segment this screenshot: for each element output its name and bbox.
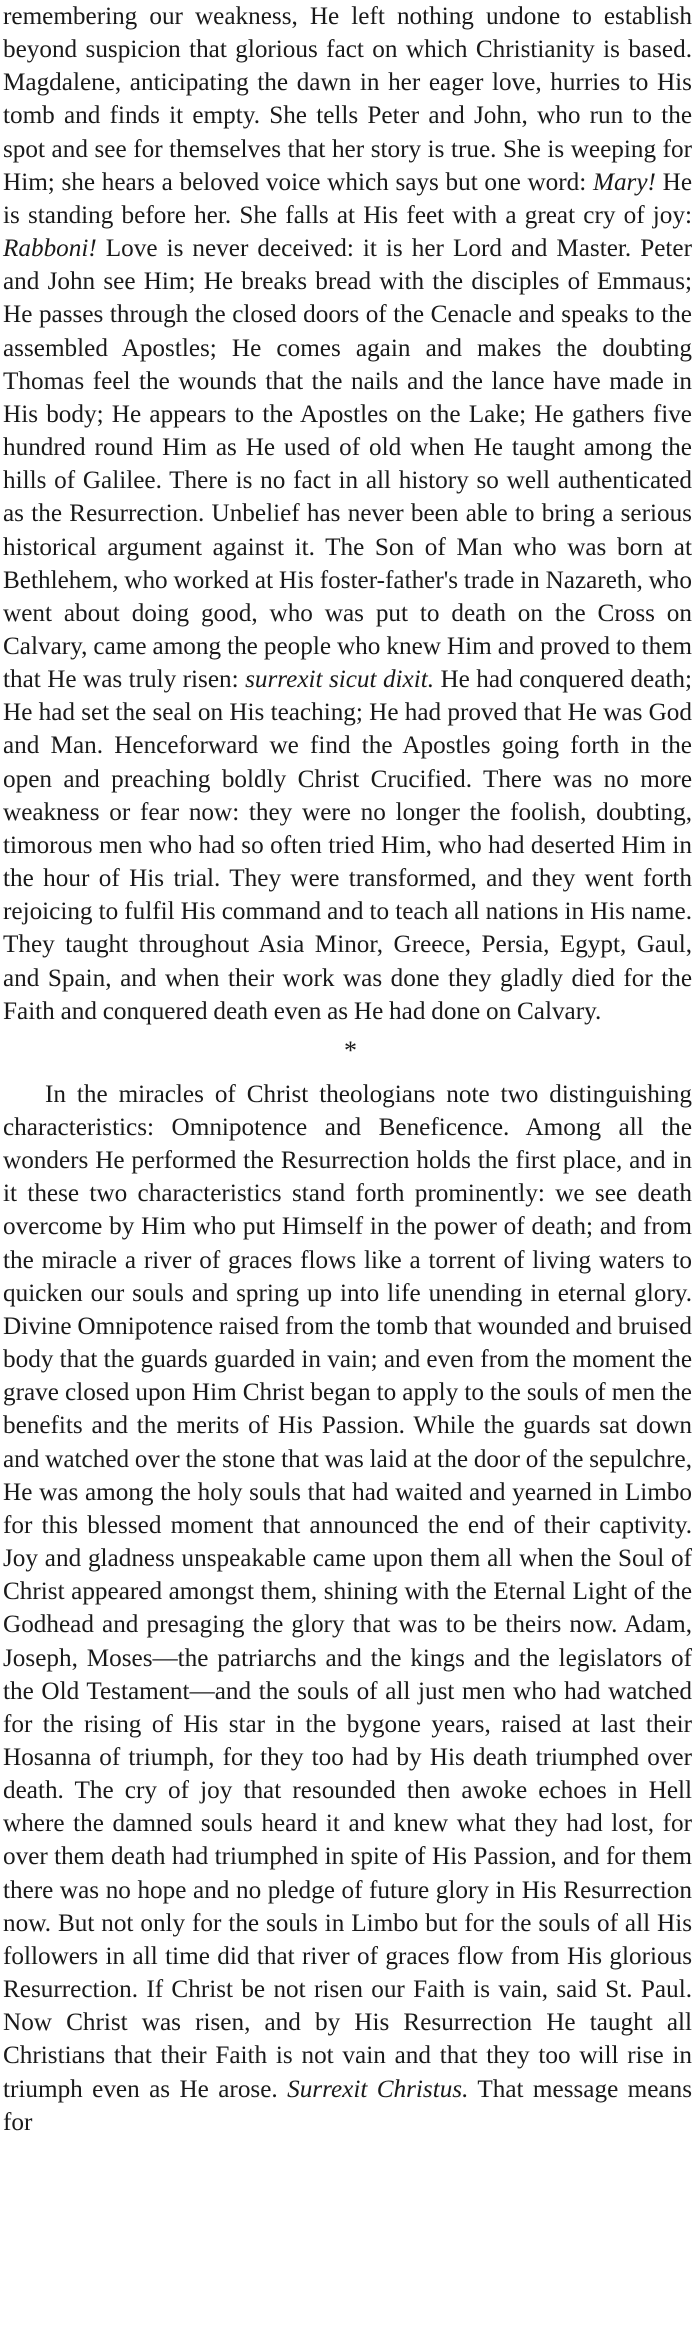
para2-italic-phrase: Surrexit Christus. bbox=[287, 2075, 469, 2103]
para1-text-run: He is standing before her. She falls at His feet with a great cry of joy: bbox=[3, 168, 692, 229]
section-separator: * bbox=[344, 1035, 357, 1065]
para1-italic-phrase: Rabboni! bbox=[3, 235, 97, 263]
para1-text-run: Love is never deceived: it is her Lord and Master. Peter and John see Him; He breaks bread with the disciples of Emmaus; He passes through the closed doors of the Cenacle and speaks to the assembled Apostles; He comes again and makes the doubting Thomas feel the wounds that the nails and the lance have made in His body; He appears to the Apostles on the Lake; He gathers five hundred round Him as He used of old when He taught among the hills of Galilee. There is no fact in all history so well authenticated as the Resurrection. Unbelief has never been able to bring a serious historical argument against it. The Son of Man who was born at Bethlehem, who worked at His foster-father's trade in Nazareth, who went about doing good, who was put to death on the Cross on Calvary, came among the people who knew Him and proved to them that He was truly risen: bbox=[3, 235, 692, 694]
para1-text-run: He had conquered death; He had set the seal on His teaching; He had proved that He was God and Man. Henceforward we find the Apostles going forth in the open and preaching boldly Christ Crucified. There was no more weakness or fear now: they were no longer the foolish, doubting, timorous men who had so often tried Him, who had deserted Him in the hour of His trial. They were transformed, and they went forth rejoicing to fulfil His command and to teach all nations in His name. They taught throughout Asia Minor, Greece, Persia, Egypt, Gaul, and Spain, and when their work was done they gladly died for the Faith and conquered death even as He had done on Calvary. bbox=[3, 666, 692, 1025]
para1-italic-phrase: Mary! bbox=[592, 168, 656, 196]
para1-text-run: remembering our weakness, He left nothing undone to establish beyond suspicion that glorious fact on which Christianity is based. Magdalene, anticipating the dawn in her eager love, hurries to His tomb and finds it empty. She tells Peter and John, who run to the spot and see for themselves that her story is true. She is weeping for Him; she hears a beloved voice which says but one word: bbox=[3, 3, 692, 196]
para2-text-run: In the miracles of Christ theologians note two distinguishing characteristics: Omnipotence and Beneficence. Among all the wonders He performed the Resurrection holds the first place, and in it these two characteristics stand forth prominently: we see death overcome by Him who put Himself in the power of death; and from the miracle a river of graces flows like a torrent of living waters to quicken our souls and spring up into life unending in eternal glory. Divine Omnipotence raised from the tomb that wounded and bruised body that the guards guarded in vain; and even from the moment the grave closed upon Him Christ began to apply to the souls of men the benefits and the merits of His Passion. While the guards sat down and watched over the stone that was laid at the door of the sepulchre, He was among the holy souls that had waited and yearned in Limbo for this blessed moment that announced the end of their captivity. Joy and gladness unspeakable came upon them all when the Soul of Christ appeared amongst them, shining with the Eternal Light of the Godhead and presaging the glory that was to be theirs now. Adam, Joseph, Moses—the patriarchs and the kings and the legislators of the Old Testament—and the souls of all just men who had watched for the rising of His star in the bygone years, raised at last their Hosanna of triumph, for they too had by His death triumphed over death. The cry of joy that resounded then awoke echoes in Hell where the damned souls heard it and knew what they had lost, for over them death had triumphed in spite of His Passion, and for them there was no hope and no pledge of future glory in His Resurrection now. But not only for the souls in Limbo but for the souls of all His followers in all time did that river of graces flow from His glorious Resurrection. If Christ be not risen our Faith is vain, said St. Paul. Now Christ was risen, and by His Resurrection He taught all Christians that their Faith is not vain and that they too will rise in triumph even as He arose. bbox=[3, 1080, 692, 2103]
para2-text-run: That message means for bbox=[3, 2075, 693, 2136]
paragraph-resurrection-appearances bbox=[3, 0, 692, 1028]
para1-italic-phrase: surrexit sicut dixit. bbox=[245, 666, 435, 694]
paragraph-miracles-of-christ bbox=[3, 1078, 692, 2139]
